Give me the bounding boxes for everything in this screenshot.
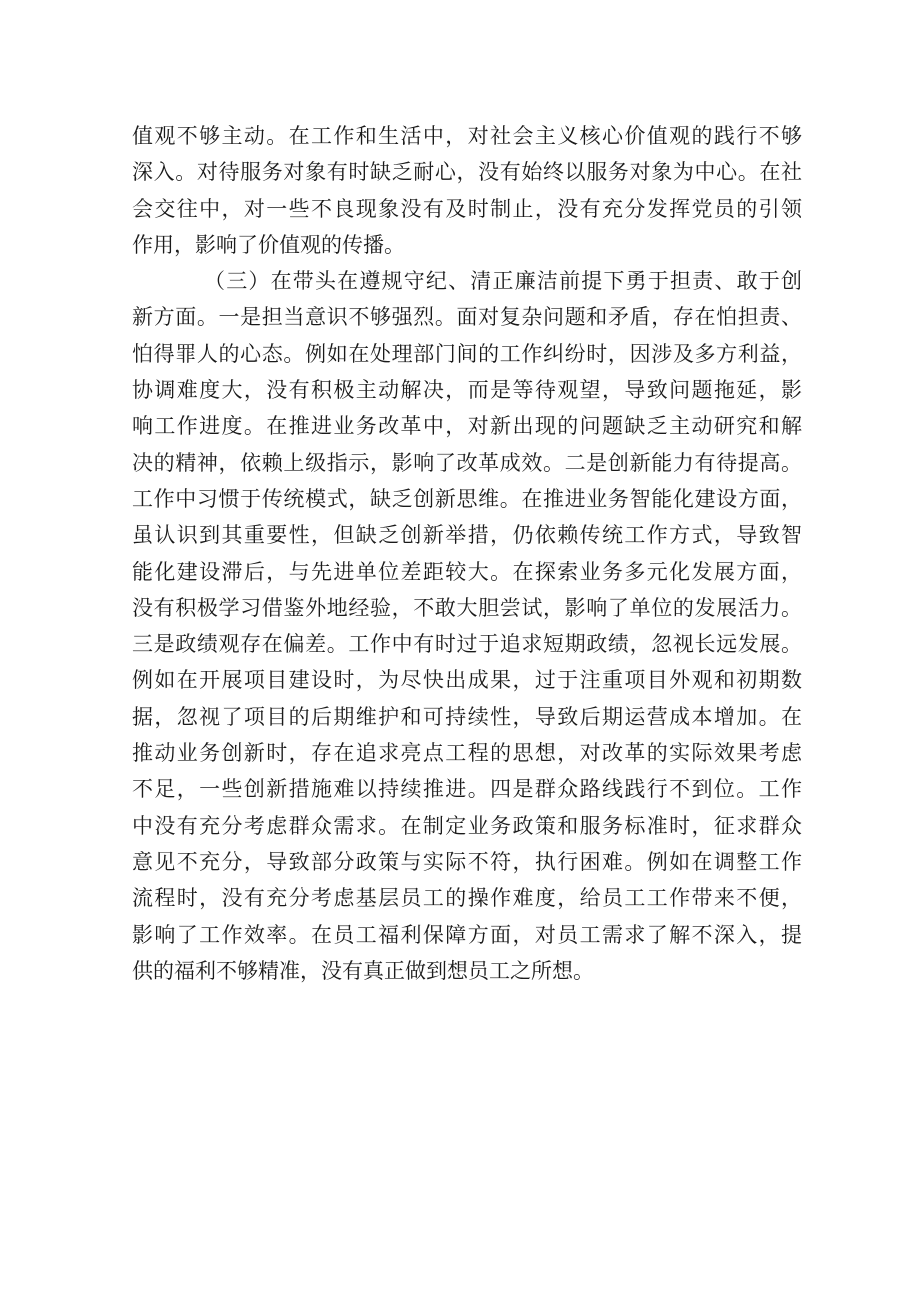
text-line: 流程时，没有充分考虑基层员工的操作难度，给员工工作带来不便， [132,886,802,911]
text-line: 推动业务创新时，存在追求亮点工程的思想，对改革的实际效果考虑 [132,741,802,766]
text-line: 作用，影响了价值观的传播。 [132,232,405,257]
text-line: 工作中习惯于传统模式，缺乏创新思维。在推进业务智能化建设方面， [132,486,802,511]
text-line: 新方面。一是担当意识不够强烈。面对复杂问题和矛盾，存在怕担责、 [132,305,802,330]
text-line: 决的精神，依赖上级指示，影响了改革成效。二是创新能力有待提高。 [132,450,802,475]
text-line: 中没有充分考虑群众需求。在制定业务政策和服务标准时，征求群众 [132,813,802,838]
text-line: 据，忽视了项目的后期维护和可持续性，导致后期运营成本增加。在 [132,704,802,729]
text-line: 意见不充分，导致部分政策与实际不符，执行困难。例如在调整工作 [132,849,802,874]
text-line: 三是政绩观存在偏差。工作中有时过于追求短期政绩，忽视长远发展。 [132,632,802,657]
text-line: 不足，一些创新措施难以持续推进。四是群众路线践行不到位。工作 [132,777,802,802]
text-line: 深入。对待服务对象有时缺乏耐心，没有始终以服务对象为中心。在社 [132,160,802,185]
text-line: 影响了工作效率。在员工福利保障方面，对员工需求了解不深入，提 [132,922,802,947]
text-line: 供的福利不够精准，没有真正做到想员工之所想。 [132,958,594,983]
text-line: 协调难度大，没有积极主动解决，而是等待观望，导致问题拖延，影 [132,378,802,403]
text-line: 虽认识到其重要性，但缺乏创新举措，仍依赖传统工作方式，导致智 [132,523,802,548]
text-line: 响工作进度。在推进业务改革中，对新出现的问题缺乏主动研究和解 [132,414,802,439]
text-line: 值观不够主动。在工作和生活中，对社会主义核心价值观的践行不够 [132,124,802,148]
text-line: 例如在开展项目建设时，为尽快出成果，过于注重项目外观和初期数 [132,668,802,693]
body-text [132,118,802,989]
text-line: 怕得罪人的心态。例如在处理部门间的工作纠纷时，因涉及多方利益， [132,341,802,366]
text-line: 会交往中，对一些不良现象没有及时制止，没有充分发挥党员的引领 [132,196,802,221]
text-line: 没有积极学习借鉴外地经验，不敢大胆尝试，影响了单位的发展活力。 [132,595,802,620]
text-line: 能化建设滞后，与先进单位差距较大。在探索业务多元化发展方面， [132,559,802,584]
text-line: （三）在带头在遵规守纪、清正廉洁前提下勇于担责、敢于创 [204,269,802,294]
